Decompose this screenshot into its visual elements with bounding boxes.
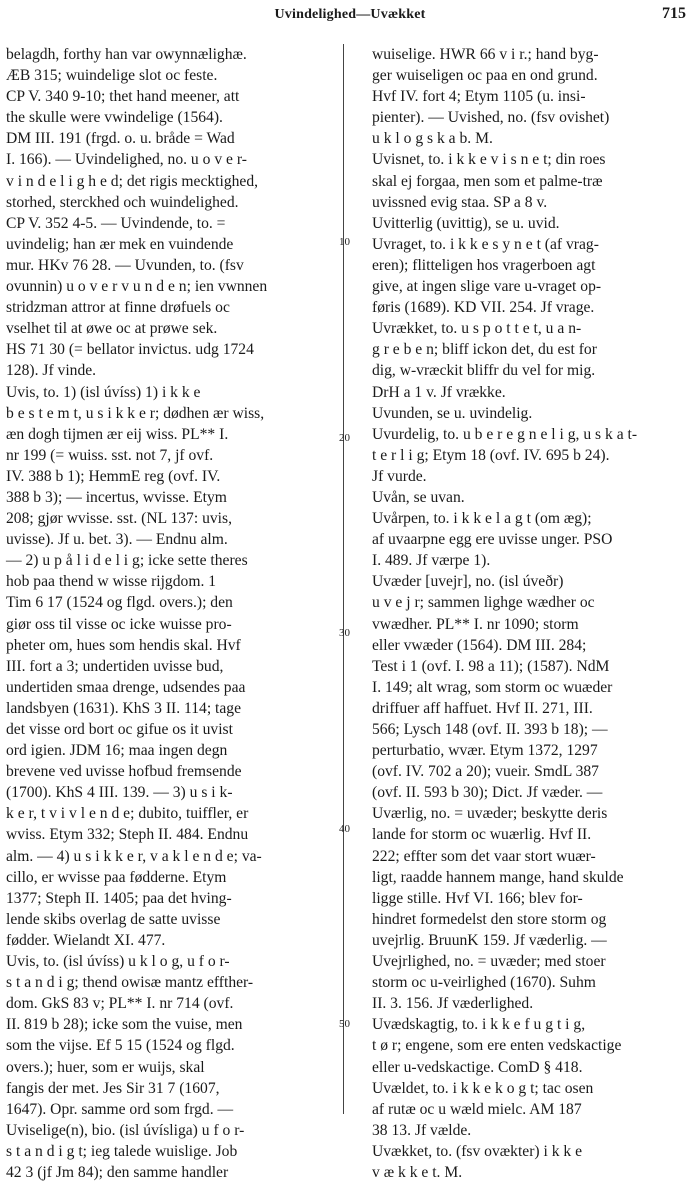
text-line: 42 3 (jf Jm 84); den samme handler — [6, 1163, 229, 1181]
text-line: hindret formedelst den store storm og — [372, 910, 607, 928]
text-line: 1647). Opr. samme ord som frgd. — — [6, 1100, 234, 1118]
text-line: ord igien. JDM 16; maa ingen degn — [6, 742, 228, 760]
text-line: undertiden smaa drenge, udsendes paa — [6, 678, 246, 696]
text-line: fødder. Wielandt XI. 477. — [6, 931, 166, 949]
text-line: eren); flitteligen hos vragerboen agt — [372, 256, 596, 274]
text-line: Uvis, to. (isl úvíss) u k l o g, u f o r- — [6, 953, 230, 971]
text-line: g r e b e n; bliff ickon det, du est for — [372, 341, 597, 359]
text-line: t e r l i g; Etym 18 (ovf. IV. 695 b 24). — [372, 446, 610, 464]
text-line: 208; gjør wvisse. sst. (NL 137: uvis, — [6, 510, 232, 528]
line-number: 40 — [339, 823, 350, 835]
text-line: det visse ord bort oc gifue os it uvist — [6, 721, 233, 738]
text-line: Uvis, to. 1) (isl úvíss) 1) i k k e — [6, 383, 201, 401]
text-line: HS 71 30 (= bellator invictus. udg 1724 — [6, 341, 254, 359]
text-line: Jf vurde. — [372, 467, 427, 485]
text-line: (1700). KhS 4 III. 139. — 3) u s i k- — [6, 784, 233, 802]
text-line: wuiselige. HWR 66 v i r.; hand byg- — [372, 46, 599, 63]
text-line: landsbyen (1631). KhS 3 II. 114; tage — [6, 699, 242, 717]
text-line: Uvejrlighed, no. = uvæder; med stoer — [372, 953, 606, 971]
text-line: vwædher. PL** I. nr 1090; storm — [372, 615, 579, 633]
text-line: ligge stille. Hvf VI. 166; blev for- — [372, 889, 583, 907]
text-line: Uvurdelig, to. u b e r e g n e l i g, u s k a t- — [372, 425, 638, 443]
text-line: k e r, t v i v l e n d e; dubito, tuiffler, er — [6, 805, 249, 823]
text-line: Uvån, se uvan. — [372, 488, 465, 506]
text-line: Uvårpen, to. i k k e l a g t (om æg); — [372, 510, 592, 528]
text-line: Uvisnet, to. i k k e v i s n e t; din roes — [372, 151, 606, 169]
text-line: perturbatio, wvær. Etym 1372, 1297 — [372, 742, 598, 760]
text-line: stridzman attror at finne drøfuels oc — [6, 299, 230, 317]
text-line: skal ej forgaa, men som et palme-træ — [372, 172, 603, 190]
text-line: Uvækket, to. (fsv ovækter) i k k e — [372, 1142, 583, 1160]
line-number: 50 — [339, 1018, 350, 1030]
text-line: Uvædskagtig, to. i k k e f u g t i g, — [372, 1016, 586, 1034]
running-head: Uvindelighed—Uvækket — [274, 7, 426, 22]
line-number: 10 — [339, 236, 350, 248]
text-line: u k l o g s k a b. M. — [372, 130, 493, 148]
right-column — [372, 44, 692, 1181]
text-line: fangis der met. Jes Sir 31 7 (1607, — [6, 1079, 220, 1097]
text-line: Uvunden, se u. uvindelig. — [372, 404, 533, 422]
text-line: pienter). — Uvished, no. (fsv ovishet) — [372, 109, 610, 127]
text-line: belagdh, forthy han var owynnælighæ. — [6, 46, 247, 63]
text-line: føris (1689). KD VII. 254. Jf vrage. — [372, 299, 595, 317]
text-line: Tim 6 17 (1524 og flgd. overs.); den — [6, 594, 233, 612]
text-line: give, at ingen slige vare u-vraget op- — [372, 278, 602, 296]
text-line: eller u-vedskactige. ComD § 418. — [372, 1058, 583, 1076]
text-line: wviss. Etym 332; Steph II. 484. Endnu — [6, 826, 249, 844]
line-number: 30 — [339, 627, 350, 639]
text-line: (ovf. II. 593 b 30); Dict. Jf væder. — — [372, 784, 603, 802]
text-line: I. 149; alt wrag, som storm oc wuæder — [372, 678, 613, 696]
text-line: s t a n d i g; thend owisæ mantz effther- — [6, 974, 254, 992]
text-line: DrH a 1 v. Jf vrække. — [372, 383, 506, 401]
text-line: ligt, raadde hannem mange, hand skulde — [372, 868, 624, 886]
text-line: ger wuiseligen oc paa en ond grund. — [372, 67, 598, 85]
text-line: 1377; Steph II. 1405; paa det hving- — [6, 889, 232, 907]
text-line: I. 166). — Uvindelighed, no. u o v e r- — [6, 151, 247, 169]
text-line: vselhet til at øwe oc at prøwe sek. — [6, 320, 218, 338]
text-line: Uvældet, to. i k k e k o g t; tac osen — [372, 1079, 594, 1097]
text-line: CP V. 340 9-10; thet hand meener, att — [6, 88, 240, 106]
text-line: æn dogh tijmen ær eij wiss. PL** I. — [6, 425, 229, 443]
text-line: Hvf IV. fort 4; Etym 1105 (u. insi- — [372, 88, 586, 106]
text-line: uvissned evig staa. SP a 8 v. — [372, 193, 548, 211]
text-line: uvisse). Jf u. bet. 3). — Endnu alm. — [6, 531, 228, 549]
text-line: III. fort a 3; undertiden uvisse bud, — [6, 657, 224, 675]
text-line: 222; effter som det vaar stort wuær- — [372, 847, 596, 865]
text-line: ovunnin) u o v e r v u n d e n; ien vwnnen — [6, 278, 268, 296]
text-line: storhed, sterckhed och wuindelighed. — [6, 193, 239, 211]
text-line: v i n d e l i g h e d; det rigis mecktighed, — [6, 172, 259, 190]
text-line: brevene ved uvisse hofbud fremsende — [6, 763, 242, 781]
text-line: 388 b 3); — incertus, wvisse. Etym — [6, 488, 227, 506]
left-column — [6, 44, 326, 1181]
text-line: b e s t e m t, u s i k k e r; dødhen ær wiss, — [6, 404, 265, 422]
text-line: nr 199 (= wuiss. sst. not 7, jf ovf. — [6, 446, 214, 464]
text-line: Uvitterlig (uvittig), se u. uvid. — [372, 214, 560, 232]
text-line: uvejrlig. BruunK 159. Jf væderlig. — — [372, 931, 607, 949]
text-line: pheter om, hues som hendis skal. Hvf — [6, 636, 241, 654]
text-line: af rutæ oc u wæld mielc. AM 187 — [372, 1100, 582, 1118]
text-line: 566; Lysch 148 (ovf. II. 393 b 18); — — [372, 721, 608, 738]
text-line: 128). Jf vinde. — [6, 362, 97, 380]
text-line: I. 489. Jf værpe 1). — [372, 552, 491, 570]
text-line: IV. 388 b 1); HemmE reg (ovf. IV. — [6, 467, 221, 485]
text-line: mur. HKv 76 28. — Uvunden, to. (fsv — [6, 256, 244, 274]
text-line: cillo, er wvisse paa fødderne. Etym — [6, 868, 227, 886]
text-line: CP V. 352 4-5. — Uvindende, to. = — [6, 214, 226, 232]
text-line: Uviselige(n), bio. (isl úvísliga) u f o r- — [6, 1121, 245, 1139]
text-line: Uvraget, to. i k k e s y n e t (af vrag- — [372, 235, 599, 253]
text-line: eller vwæder (1564). DM III. 284; — [372, 636, 587, 654]
text-line: storm oc u-veirlighed (1670). Suhm — [372, 974, 596, 992]
text-line: uvindelig; han ær mek en vuindende — [6, 235, 234, 253]
text-line: Uværlig, no. = uvæder; beskytte deris — [372, 805, 608, 823]
text-line: overs.); huer, som er wuijs, skal — [6, 1058, 205, 1076]
text-line: v æ k k e t. M. — [372, 1163, 463, 1181]
text-line: II. 819 b 28); icke som the vuise, men — [6, 1016, 243, 1034]
text-line: u v e j r; sammen lighge wædher oc — [372, 594, 595, 612]
text-line: 38 13. Jf vælde. — [372, 1121, 472, 1139]
text-line: dig, w-vræckit bliffr du vel for mig. — [372, 362, 596, 380]
text-line: s t a n d i g t; ieg talede wuislige. Job — [6, 1142, 238, 1160]
text-line: lende skibs overlag de satte uvisse — [6, 910, 221, 928]
text-line: hob paa thend w wisse rijgdom. 1 — [6, 573, 217, 591]
text-line: driffuer aff haffuet. Hvf II. 271, III. — [372, 699, 593, 717]
text-line: ÆB 315; wuindelige slot oc feste. — [6, 67, 218, 85]
text-line: som the vijse. Ef 5 15 (1524 og flgd. — [6, 1037, 235, 1055]
line-number: 20 — [339, 432, 350, 444]
text-line: giør oss til visse oc icke wuisse pro- — [6, 615, 232, 633]
text-line: Uvrækket, to. u s p o t t e t, u a n- — [372, 320, 582, 338]
column-divider — [343, 44, 344, 1114]
text-line: t ø r; engene, som ere enten vedskactige — [372, 1037, 622, 1055]
text-line: af uvaarpne egg ere uvisse unger. PSO — [372, 531, 613, 549]
text-line: (ovf. IV. 702 a 20); vueir. SmdL 387 — [372, 763, 599, 781]
text-line: II. 3. 156. Jf væderlighed. — [372, 995, 534, 1013]
text-line: alm. — 4) u s i k k e r, v a k l e n d e; va- — [6, 847, 262, 865]
text-line: dom. GkS 83 v; PL** I. nr 714 (ovf. — [6, 995, 234, 1013]
text-line: DM III. 191 (frgd. o. u. bråde = Wad — [6, 130, 235, 148]
page-header — [0, 0, 700, 36]
text-line: the skulle were vwindelige (1564). — [6, 109, 223, 127]
text-line: Test i 1 (ovf. I. 98 a 11); (1587). NdM — [372, 657, 610, 675]
text-line: — 2) u p å l i d e l i g; icke sette theres — [6, 552, 248, 570]
page-number: 715 — [662, 5, 686, 22]
text-line: Uvæder [uvejr], no. (isl úveðr) — [372, 573, 564, 591]
text-line: lande for storm oc wuærlig. Hvf II. — [372, 826, 592, 844]
